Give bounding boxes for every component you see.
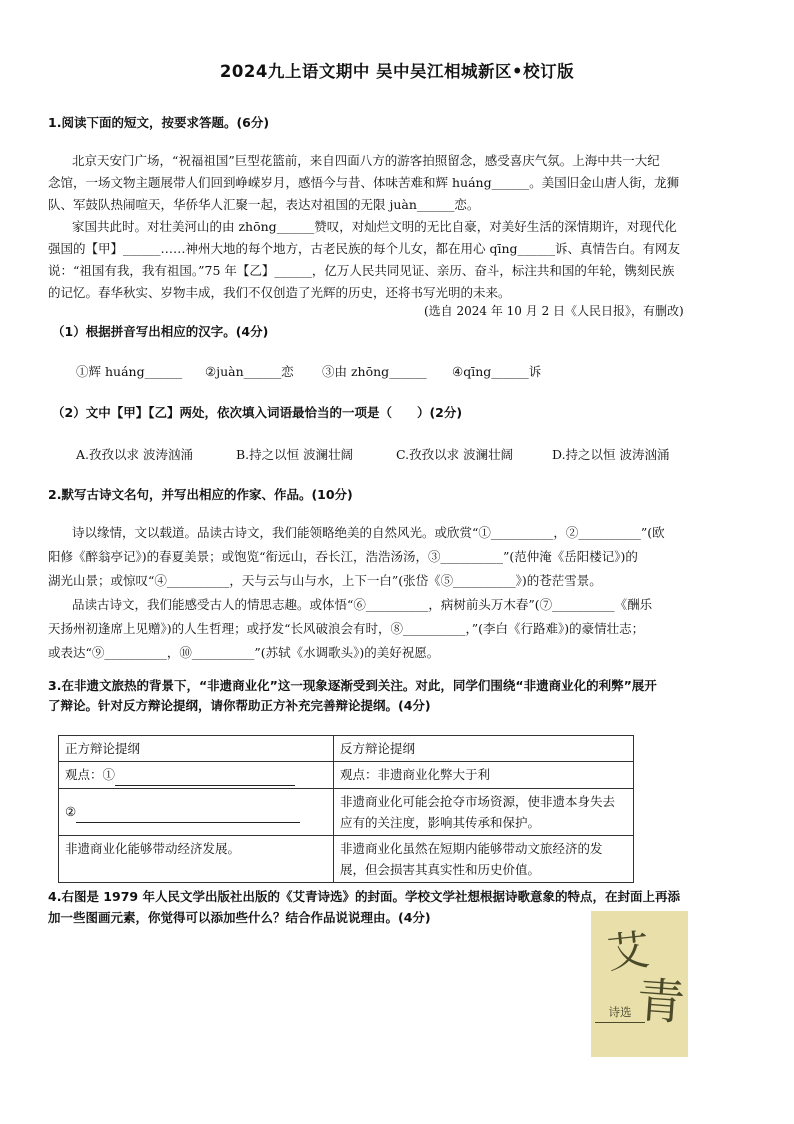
- q2-passage-line-6: 或表达“⑨__________，⑩__________”(苏轼《水调歌头》)的美好祝愿。: [48, 645, 440, 660]
- debate-pro-viewpoint-label: 观点：①: [65, 767, 116, 782]
- q3-header-line-1: 3.在非遗文旅热的背景下，“非遗商业化”这一现象逐渐受到关注。对此，同学们围绕“非遗商业化的利弊”展开: [48, 678, 657, 693]
- q1-sub1-item-2: ②juàn______恋: [205, 364, 294, 379]
- q2-passage-line-4: 品读古诗文，我们能感受古人的情思志趣。或体悟“⑥__________，病树前头万木春”(⑦__________《酬乐: [72, 597, 653, 612]
- q1-passage-line-1: 北京天安门广场，“祝福祖国”巨型花篮前，来自四面八方的游客拍照留念，感受喜庆气氛。上海中共一大纪: [72, 153, 660, 168]
- debate-pro-argument-2: 非遗商业化能够带动经济发展。: [59, 836, 334, 883]
- q4-header-line-1: 4.右图是 1979 年人民文学出版社出版的《艾青诗选》的封面。学校文学社想根据诗歌意象的特点，在封面上再添: [48, 889, 680, 904]
- q2-passage-line-5: 天扬州初逢席上见赠》)的人生哲理；或抒发“长风破浪会有时，⑧__________，”(李白《行路难》)的豪情壮志；: [48, 621, 645, 636]
- q1-header: 1.阅读下面的短文，按要求答题。(6分): [48, 115, 270, 130]
- q3-header-line-2: 了辩论。针对反方辩论提纲，请你帮助正方补充完善辩论提纲。(4分): [48, 698, 431, 713]
- q2-passage-line-1: 诗以缘情，文以载道。品读古诗文，我们能领略绝美的自然风光。或欣赏“①__________，②__________”(欧: [72, 525, 665, 540]
- cover-title-char-2: 青: [634, 972, 687, 1032]
- q1-source: (选自 2024 年 10 月 2 日《人民日报》，有删改): [424, 304, 684, 318]
- q2-header: 2.默写古诗文名句，并写出相应的作家、作品。(10分): [48, 487, 353, 502]
- q1-option-c: C.孜孜以求 波澜壮阔: [396, 447, 514, 462]
- q1-passage-line-6: 说：“祖国有我，我有祖国。”75 年【乙】______，亿万人民共同见证、亲历、奋斗，标注共和国的年轮，镌刻民族: [48, 263, 675, 278]
- cover-subtitle: 诗选: [595, 1004, 645, 1023]
- debate-pro-argument-1-label: ②: [65, 804, 77, 819]
- debate-pro-viewpoint: [59, 762, 334, 789]
- debate-con-viewpoint: 观点：非遗商业化弊大于利: [334, 762, 634, 789]
- debate-header-pro: 正方辩论提纲: [59, 736, 334, 762]
- debate-header-con: 反方辩论提纲: [334, 736, 634, 762]
- q4-header-line-2: 加一些图画元素，你觉得可以添加些什么？结合作品说说理由。(4分): [48, 910, 431, 925]
- q1-option-b: B.持之以恒 波澜壮阔: [236, 447, 354, 462]
- q1-option-d: D.持之以恒 波涛汹涌: [552, 447, 670, 462]
- debate-con-argument-2: 非遗商业化虽然在短期内能够带动文旅经济的发展，但会损害其真实性和历史价值。: [334, 836, 634, 883]
- q1-sub2-header: （2）文中【甲】【乙】两处，依次填入词语最恰当的一项是（ ）(2分): [52, 405, 463, 420]
- book-cover-image: [591, 911, 688, 1057]
- answer-blank-1[interactable]: [115, 764, 295, 786]
- cover-title-char-1: 艾: [604, 924, 652, 979]
- answer-blank-2[interactable]: [76, 801, 300, 823]
- q1-sub1-item-4: ④qīng______诉: [452, 364, 542, 379]
- debate-table: [58, 735, 634, 883]
- q1-passage-line-5: 强国的【甲】______……神州大地的每个地方，古老民族的每个儿女，都在用心 qīng______诉、真情告白。有网友: [48, 241, 681, 256]
- debate-pro-argument-1: [59, 789, 334, 836]
- q1-passage-line-7: 的记忆。春华秋实、岁物丰成，我们不仅创造了光辉的历史，还将书写光明的未来。: [48, 285, 511, 300]
- q1-passage-line-4: 家国共此时。对壮美河山的由 zhōng______赞叹，对灿烂文明的无比自豪，对美好生活的深情期许，对现代化: [72, 219, 677, 234]
- q2-passage-line-3: 湖光山景；或惊叹“④__________，天与云与山与水，上下一白”(张岱《⑤__________》)的苍茫雪景。: [48, 573, 602, 588]
- q1-sub1-item-3: ③由 zhōng______: [322, 364, 427, 379]
- q1-sub1-header: （1）根据拼音写出相应的汉字。(4分): [52, 324, 269, 339]
- q1-passage-line-3: 队、军鼓队热闹喧天，华侨华人汇聚一起，表达对祖国的无限 juàn______恋。: [48, 197, 480, 212]
- page-title: 2024九上语文期中 吴中吴江相城新区•校订版: [219, 62, 575, 81]
- q1-sub1-item-1: ①辉 huáng______: [76, 364, 183, 379]
- debate-con-argument-1: 非遗商业化可能会抢夺市场资源，使非遗本身失去应有的关注度，影响其传承和保护。: [334, 789, 634, 836]
- q1-passage-line-2: 念馆，一场文物主题展带人们回到峥嵘岁月，感悟今与昔、体味苦难和辉 huáng______。美国旧金山唐人街，龙狮: [48, 175, 680, 190]
- q1-option-a: A.孜孜以求 波涛汹涌: [76, 447, 193, 462]
- q2-passage-line-2: 阳修《醉翁亭记》)的春夏美景；或饱览“衔远山，吞长江，浩浩汤汤，③__________”(范仲淹《岳阳楼记》)的: [48, 549, 638, 564]
